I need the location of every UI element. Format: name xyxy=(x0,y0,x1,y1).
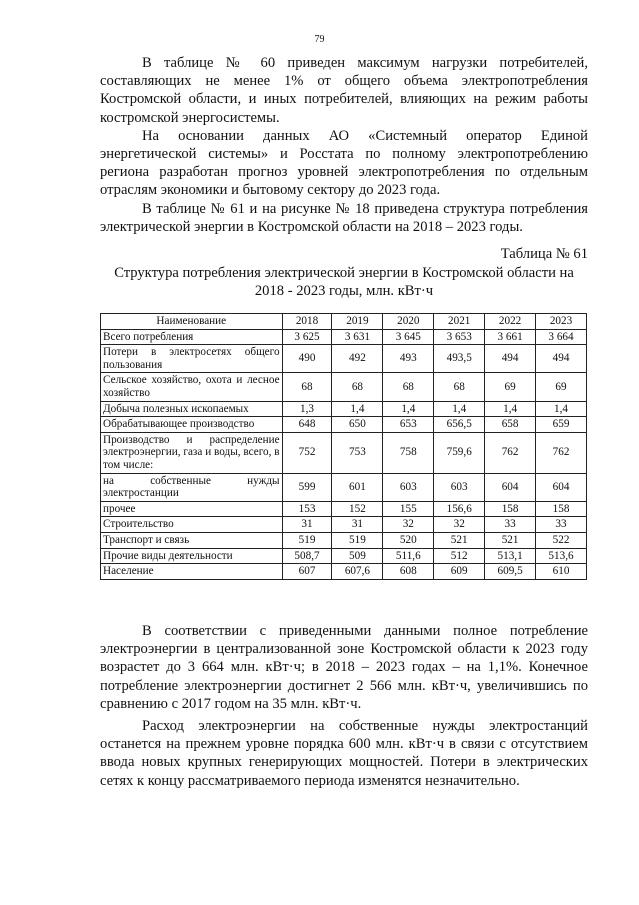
value-cell: 3 653 xyxy=(434,329,485,345)
value-cell: 32 xyxy=(383,517,434,533)
value-cell: 520 xyxy=(383,532,434,548)
value-cell: 659 xyxy=(536,417,587,433)
value-cell: 513,6 xyxy=(536,548,587,564)
header-cell: 2022 xyxy=(485,314,536,330)
value-cell: 153 xyxy=(282,501,332,517)
row-name-cell: Производство и распределение электроэнергии, газа и воды, всего, в том числе: xyxy=(101,432,283,473)
row-name-cell: Потери в электросетях общего пользования xyxy=(101,345,283,373)
value-cell: 610 xyxy=(536,564,587,580)
value-cell: 1,4 xyxy=(485,401,536,417)
value-cell: 609 xyxy=(434,564,485,580)
value-cell: 753 xyxy=(332,432,383,473)
value-cell: 601 xyxy=(332,473,383,501)
value-cell: 522 xyxy=(536,532,587,548)
value-cell: 1,4 xyxy=(332,401,383,417)
header-cell: Наименование xyxy=(101,314,283,330)
value-cell: 762 xyxy=(536,432,587,473)
value-cell: 158 xyxy=(485,501,536,517)
intro-text xyxy=(100,54,588,236)
value-cell: 494 xyxy=(536,345,587,373)
intro-paragraph: В таблице № 60 приведен максимум нагрузки потребителей, составляющих не менее 1% от общего объема электропотребления Костромской области, и иных потребителей, влияющих на режим работы костромской энергосистемы. xyxy=(100,55,588,126)
table-row xyxy=(101,517,587,533)
value-cell: 31 xyxy=(282,517,332,533)
header-cell: 2020 xyxy=(383,314,434,330)
row-name-cell: Сельское хозяйство, охота и лесное хозяйство xyxy=(101,373,283,401)
value-cell: 521 xyxy=(485,532,536,548)
value-cell: 521 xyxy=(434,532,485,548)
row-name-cell: Добыча полезных ископаемых xyxy=(101,401,283,417)
value-cell: 759,6 xyxy=(434,432,485,473)
value-cell: 508,7 xyxy=(282,548,332,564)
value-cell: 653 xyxy=(383,417,434,433)
value-cell: 3 631 xyxy=(332,329,383,345)
value-cell: 3 625 xyxy=(282,329,332,345)
value-cell: 519 xyxy=(332,532,383,548)
table-row xyxy=(101,417,587,433)
value-cell: 1,3 xyxy=(282,401,332,417)
value-cell: 609,5 xyxy=(485,564,536,580)
row-name-cell: Всего потребления xyxy=(101,329,283,345)
table-row xyxy=(101,548,587,564)
value-cell: 1,4 xyxy=(383,401,434,417)
value-cell: 33 xyxy=(485,517,536,533)
value-cell: 513,1 xyxy=(485,548,536,564)
value-cell: 658 xyxy=(485,417,536,433)
table-row xyxy=(101,532,587,548)
header-cell: 2023 xyxy=(536,314,587,330)
value-cell: 3 661 xyxy=(485,329,536,345)
row-name-cell: Строительство xyxy=(101,517,283,533)
value-cell: 519 xyxy=(282,532,332,548)
header-cell: 2021 xyxy=(434,314,485,330)
value-cell: 490 xyxy=(282,345,332,373)
value-cell: 650 xyxy=(332,417,383,433)
row-name-cell: прочее xyxy=(101,501,283,517)
table-row xyxy=(101,501,587,517)
value-cell: 492 xyxy=(332,345,383,373)
outro-paragraph: Расход электроэнергии на собственные нужды электростанций останется на прежнем уровне порядка 600 млн. кВт·ч в связи с отсутствием ввода новых крупных генерирующих мощностей. Потери в электрических сетях к концу рассматриваемого периода изменятся незначительно. xyxy=(100,718,588,789)
value-cell: 3 645 xyxy=(383,329,434,345)
table-label: Таблица № 61 xyxy=(500,246,588,262)
value-cell: 1,4 xyxy=(536,401,587,417)
header-cell: 2018 xyxy=(282,314,332,330)
table-row xyxy=(101,564,587,580)
value-cell: 758 xyxy=(383,432,434,473)
value-cell: 493 xyxy=(383,345,434,373)
value-cell: 608 xyxy=(383,564,434,580)
row-name-cell: Население xyxy=(101,564,283,580)
value-cell: 752 xyxy=(282,432,332,473)
value-cell: 33 xyxy=(536,517,587,533)
value-cell: 68 xyxy=(332,373,383,401)
table-row xyxy=(101,401,587,417)
value-cell: 1,4 xyxy=(434,401,485,417)
table-header-row xyxy=(101,314,587,330)
value-cell: 607,6 xyxy=(332,564,383,580)
value-cell: 511,6 xyxy=(383,548,434,564)
value-cell: 158 xyxy=(536,501,587,517)
value-cell: 512 xyxy=(434,548,485,564)
row-name-cell: на собственные нужды электростанции xyxy=(101,473,283,501)
value-cell: 68 xyxy=(434,373,485,401)
value-cell: 69 xyxy=(536,373,587,401)
value-cell: 656,5 xyxy=(434,417,485,433)
consumption-table xyxy=(100,313,587,580)
value-cell: 509 xyxy=(332,548,383,564)
table-row xyxy=(101,373,587,401)
table-caption: Структура потребления электрической энергии в Костромской области на 2018 - 2023 годы, млн. кВт·ч xyxy=(114,265,574,299)
value-cell: 31 xyxy=(332,517,383,533)
outro-paragraph: В соответствии с приведенными данными полное потребление электроэнергии в централизованной зоне Костромской области к 2023 году возрастет до 3 664 млн. кВт·ч; в 2018 – 2023 годах – на 1,1%. Конечное потребление электроэнергии достигнет 2 566 млн. кВт·ч, увеличившись по сравнению с 2017 годом на 35 млн. кВт·ч. xyxy=(100,623,588,712)
value-cell: 69 xyxy=(485,373,536,401)
outro-text xyxy=(100,622,588,790)
value-cell: 762 xyxy=(485,432,536,473)
row-name-cell: Обрабатывающее производство xyxy=(101,417,283,433)
page-number: 79 xyxy=(314,34,325,45)
intro-paragraph: На основании данных АО «Системный оператор Единой энергетической системы» и Росстата по полному электропотреблению региона разработан прогноз уровней электропотребления по отдельным отраслям экономики и бытовому сектору до 2023 года. xyxy=(100,127,588,199)
value-cell: 3 664 xyxy=(536,329,587,345)
value-cell: 607 xyxy=(282,564,332,580)
value-cell: 493,5 xyxy=(434,345,485,373)
header-cell: 2019 xyxy=(332,314,383,330)
table-row xyxy=(101,345,587,373)
table-row xyxy=(101,432,587,473)
intro-paragraph: В таблице № 61 и на рисунке № 18 приведена структура потребления электрической энергии в Костромской области на 2018 – 2023 годы. xyxy=(100,200,588,235)
table-row xyxy=(101,329,587,345)
table-row xyxy=(101,473,587,501)
value-cell: 599 xyxy=(282,473,332,501)
value-cell: 603 xyxy=(383,473,434,501)
value-cell: 152 xyxy=(332,501,383,517)
value-cell: 32 xyxy=(434,517,485,533)
value-cell: 604 xyxy=(536,473,587,501)
value-cell: 648 xyxy=(282,417,332,433)
value-cell: 604 xyxy=(485,473,536,501)
value-cell: 155 xyxy=(383,501,434,517)
value-cell: 68 xyxy=(383,373,434,401)
row-name-cell: Прочие виды деятельности xyxy=(101,548,283,564)
value-cell: 68 xyxy=(282,373,332,401)
value-cell: 603 xyxy=(434,473,485,501)
row-name-cell: Транспорт и связь xyxy=(101,532,283,548)
value-cell: 494 xyxy=(485,345,536,373)
value-cell: 156,6 xyxy=(434,501,485,517)
